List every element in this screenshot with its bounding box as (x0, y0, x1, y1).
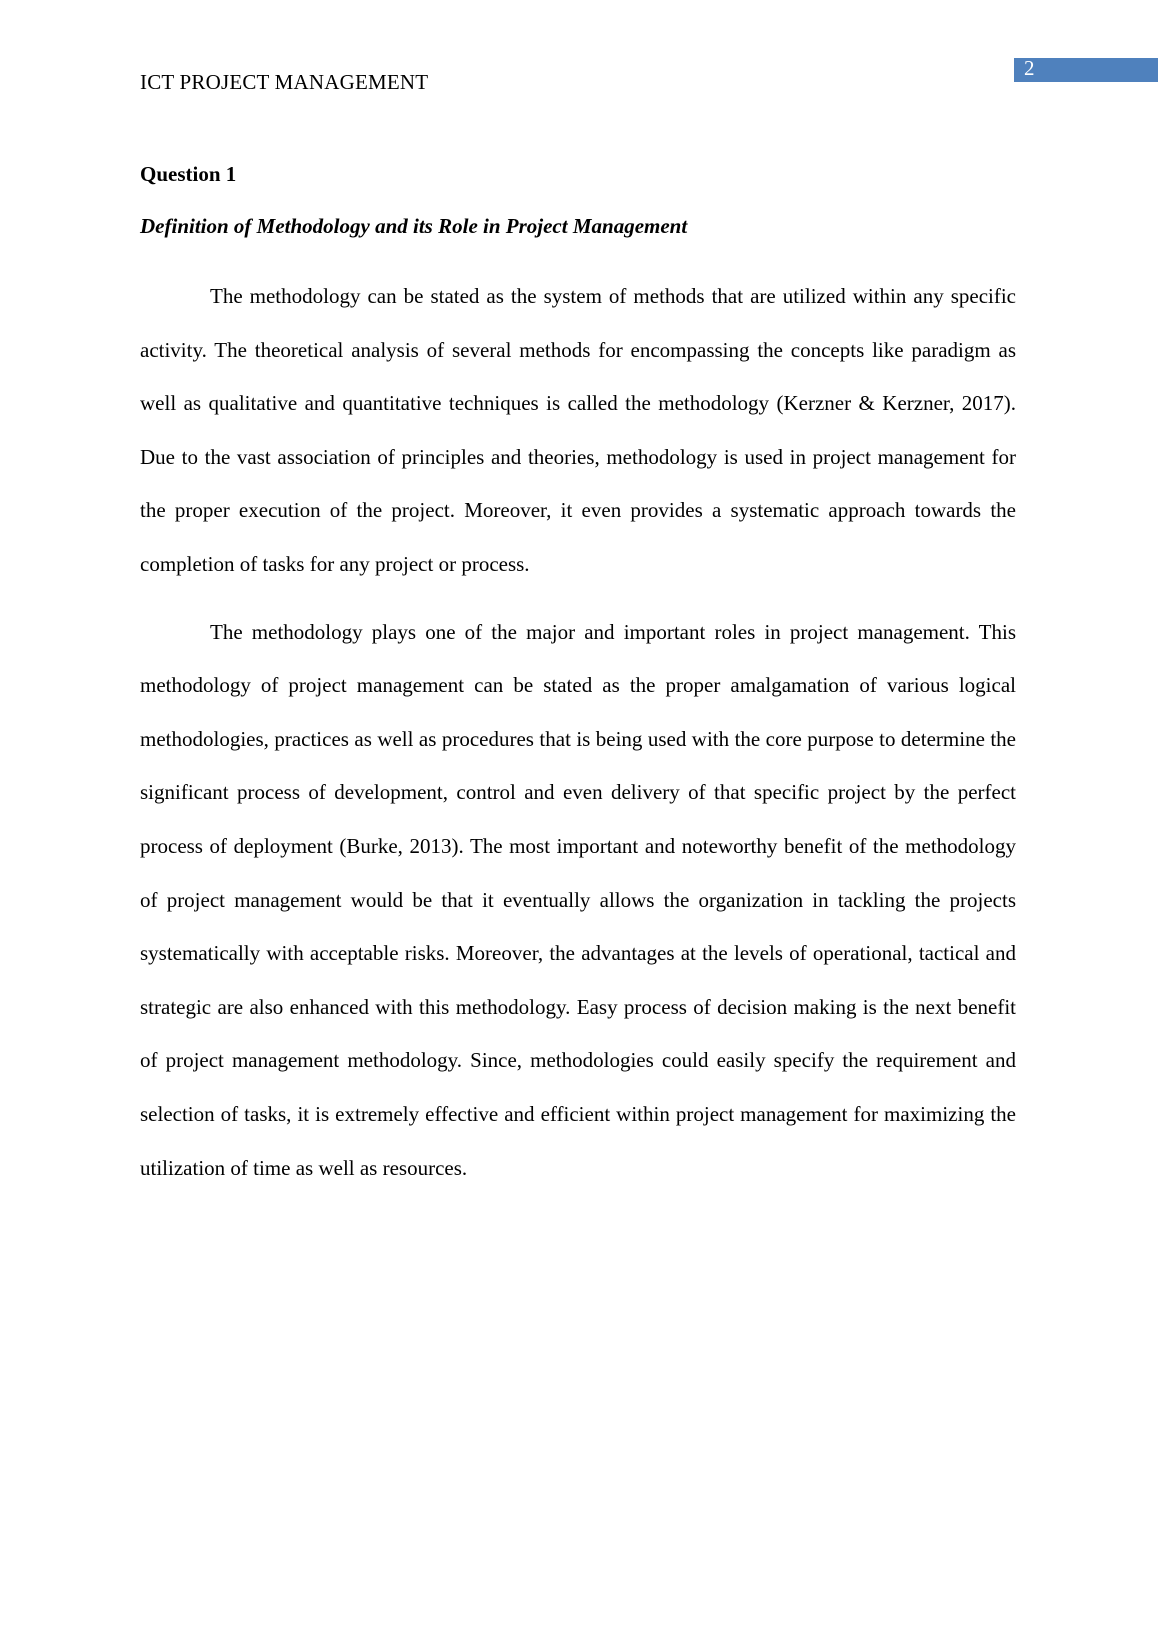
document-body (140, 160, 1016, 1209)
page-number-bar (1014, 58, 1158, 82)
question-heading: Question 1 (140, 162, 237, 186)
running-head: ICT PROJECT MANAGEMENT (140, 70, 429, 94)
paragraph: The methodology plays one of the major and important roles in project management. This methodology of project management can be stated as the proper amalgamation of various logical methodologies, practices as well as procedures that is being used with the core purpose to determine the significant process of development, control and even delivery of that specific project by the perfect process of deployment (Burke, 2013). The most important and noteworthy benefit of the methodology of project management would be that it eventually allows the organization in tackling the projects systematically with acceptable risks. Moreover, the advantages at the levels of operational, tactical and strategic are also enhanced with this methodology. Easy process of decision making is the next benefit of project management methodology. Since, methodologies could easily specify the requirement and selection of tasks, it is extremely effective and efficient within project management for maximizing the utilization of time as well as resources. (140, 619, 1016, 1180)
section-subheading: Definition of Methodology and its Role in Project Management (140, 214, 688, 238)
paragraph: The methodology can be stated as the system of methods that are utilized within any specific activity. The theoretical analysis of several methods for encompassing the concepts like paradigm as well as qualitative and quantitative techniques is called the methodology (Kerzner & Kerzner, 2017). Due to the vast association of principles and theories, methodology is used in project management for the proper execution of the project. Moreover, it even provides a systematic approach towards the completion of tasks for any project or process. (140, 284, 1016, 576)
page-number: 2 (1024, 56, 1035, 80)
